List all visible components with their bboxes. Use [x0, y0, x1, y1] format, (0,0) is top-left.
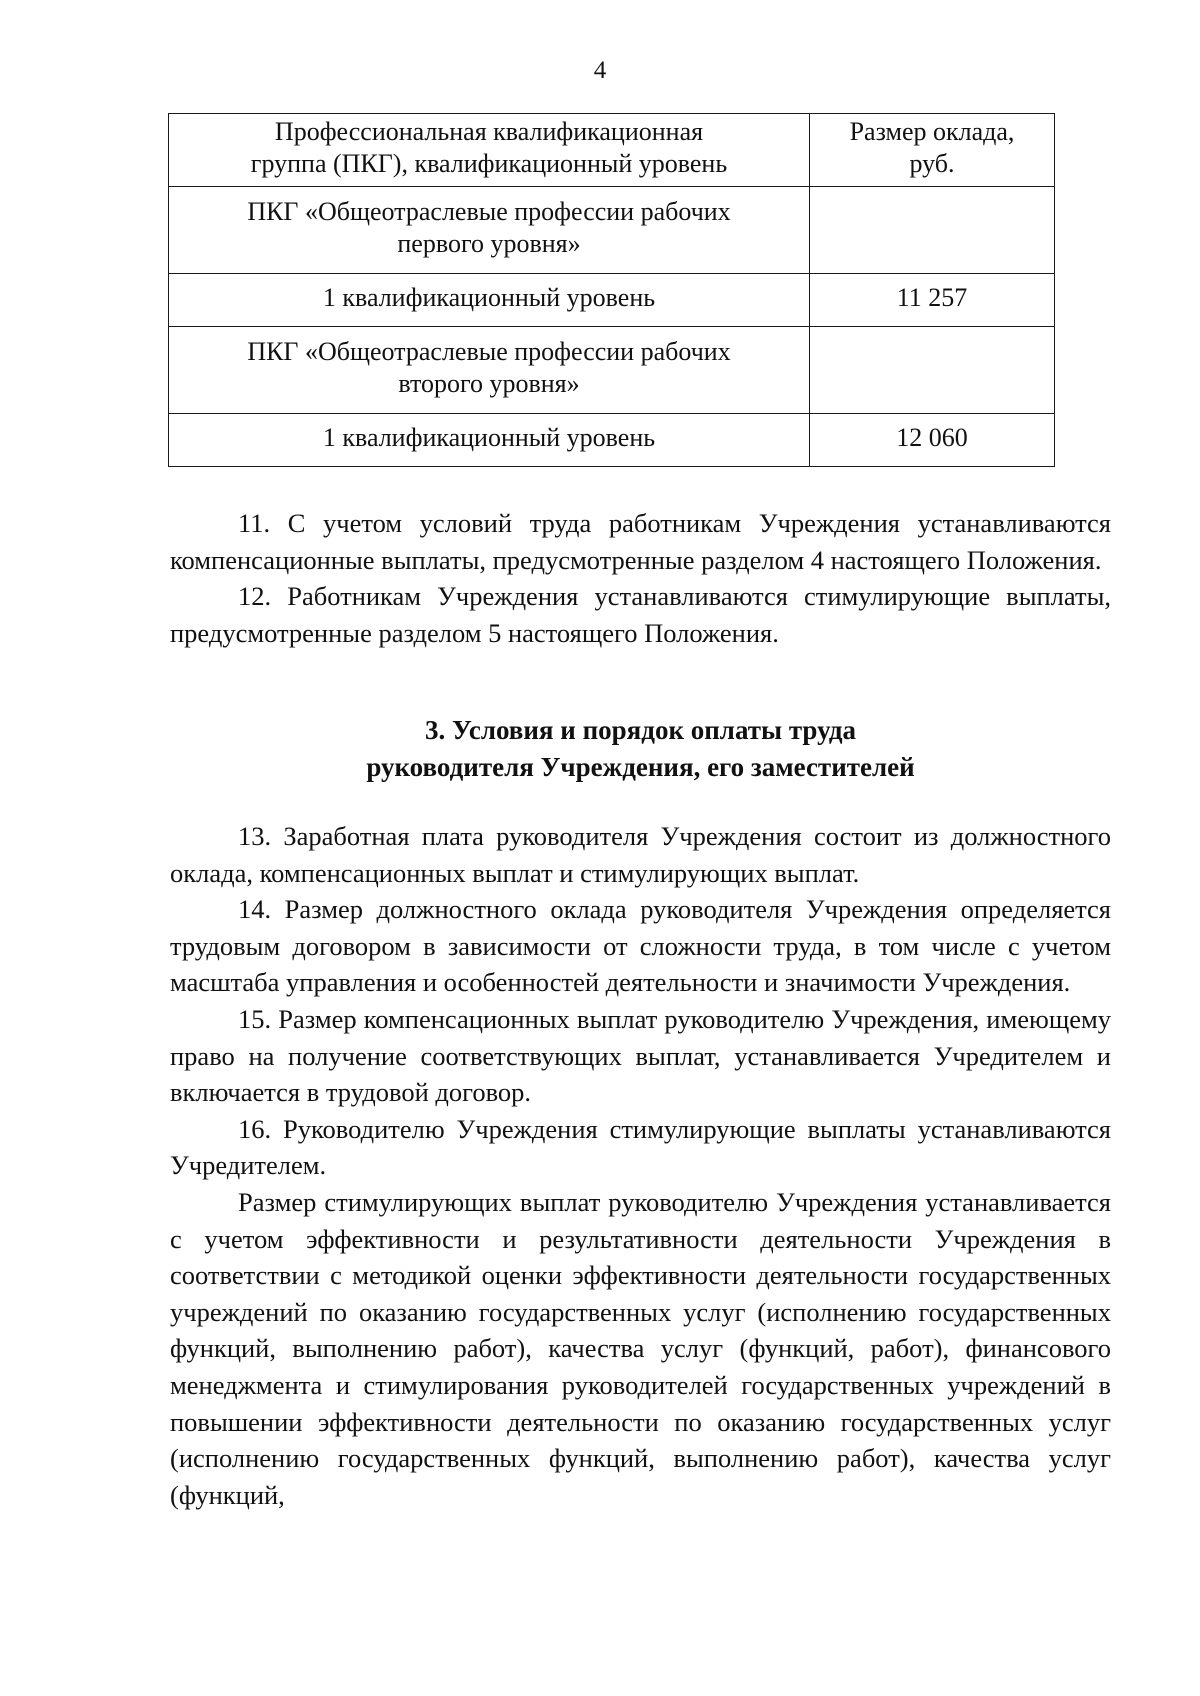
paragraph-12: 12. Работникам Учреждения устанавливаются стимулирующие выплаты, предусмотренные разделом 5 настоящего Положения. — [170, 581, 1111, 648]
paragraphs-bottom — [170, 818, 1111, 1513]
table-cell-salary: 11 257 — [810, 274, 1055, 327]
table-row — [169, 414, 1055, 467]
table-cell-salary: 12 060 — [810, 414, 1055, 467]
section-heading-line2: руководителя Учреждения, его заместителей — [366, 752, 915, 782]
table-cell-group-name — [169, 327, 810, 414]
page-number: 4 — [593, 57, 607, 84]
salary-table — [168, 113, 1055, 467]
group-name-line2: первого уровня» — [397, 229, 581, 258]
table-row — [169, 274, 1055, 327]
table-cell-group-name — [169, 187, 810, 274]
table-header-salary — [810, 114, 1055, 187]
table-row — [169, 187, 1055, 274]
paragraph-14: 14. Размер должностного оклада руководителя Учреждения определяется трудовым договором в зависимости от сложности труда, в том числе с учетом масштаба управления и особенностей деятельности и значимости Учреждения. — [170, 894, 1111, 998]
group-name-line1: ПКГ «Общеотраслевые профессии рабочих — [247, 197, 731, 226]
table-header-group-line2: группа (ПКГ), квалификационный уровень — [250, 149, 728, 178]
table-row — [169, 327, 1055, 414]
table-cell-salary — [810, 327, 1055, 414]
table-cell-salary — [810, 187, 1055, 274]
paragraph-11: 11. С учетом условий труда работникам Учреждения устанавливаются компенсационные выплаты, предусмотренные разделом 4 настоящего Положения. — [170, 508, 1111, 575]
table-header-row — [169, 114, 1055, 187]
section-heading-line1: 3. Условия и порядок оплаты труда — [424, 715, 857, 745]
table-header-salary-line2: руб. — [909, 149, 955, 178]
table-cell-level-name: 1 квалификационный уровень — [169, 274, 810, 327]
paragraph-15: 15. Размер компенсационных выплат руководителю Учреждения, имеющему право на получение соответствующих выплат, устанавливается Учредителем и включается в трудовой договор. — [170, 1003, 1111, 1108]
table-header-salary-line1: Размер оклада, — [849, 117, 1015, 146]
paragraph-13: 13. Заработная плата руководителя Учреждения состоит из должностного оклада, компенсационных выплат и стимулирующих выплат. — [170, 821, 1111, 888]
table-header-group-line1: Профессиональная квалификационная — [274, 117, 704, 146]
paragraph-16: 16. Руководителю Учреждения стимулирующие выплаты устанавливаются Учредителем. — [170, 1113, 1111, 1181]
group-name-line1: ПКГ «Общеотраслевые профессии рабочих — [247, 337, 731, 366]
table-header-group — [169, 114, 810, 187]
paragraph-17: Размер стимулирующих выплат руководителю Учреждения устанавливается с учетом эффективности и результативности деятельности Учреждения в соответствии с методикой оценки эффективности деятельности государственных учреждений по оказанию государственных услуг (исполнению государственных функций, выполнению работ), качества услуг (функций, работ), финансового менеджмента и стимулирования руководителей государственных учреждений в повышении эффективности деятельности по оказанию государственных услуг (исполнению государственных функций, выполнению работ), качества услуг (функций, — [170, 1186, 1111, 1510]
section-heading — [170, 712, 1111, 786]
group-name-line2: второго уровня» — [398, 369, 580, 398]
paragraphs-top — [170, 505, 1111, 651]
table-cell-level-name: 1 квалификационный уровень — [169, 414, 810, 467]
